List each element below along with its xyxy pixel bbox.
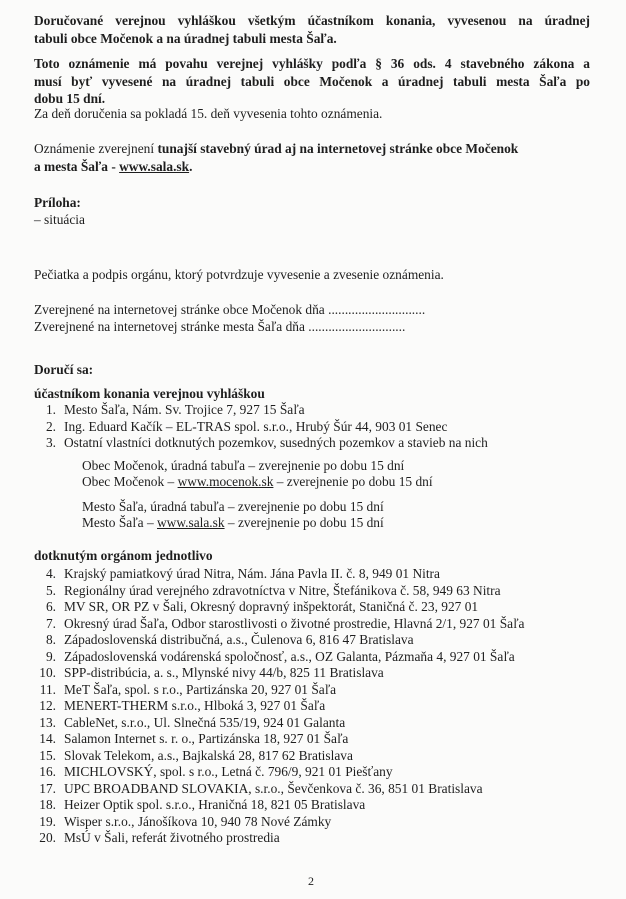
published-sala: Zverejnené na internetovej stránke mesta Šaľa dňa ............................. xyxy=(34,319,406,334)
publish-note-line2-prefix: a mesta Šaľa - xyxy=(34,159,120,174)
attachment-item: – situácia xyxy=(34,212,85,227)
list-item: 8. Západoslovenská distribučná, a.s., Čulenova 6, 816 47 Bratislava xyxy=(45,632,414,647)
publish-note-line-1 xyxy=(34,141,590,157)
publish-note-line2-suffix: . xyxy=(189,159,193,174)
published-mocenok: Zverejnené na internetovej stránke obce Močenok dňa ............................. xyxy=(34,302,426,317)
mocenok-web-link[interactable]: www.mocenok.sk xyxy=(177,474,274,489)
list-item: 18. Heizer Optik spol. s.r.o., Hraničná 18, 821 05 Bratislava xyxy=(39,797,366,812)
delivery-day-note: Za deň doručenia sa pokladá 15. deň vyvesenia tohto oznámenia. xyxy=(34,106,383,121)
sala-board-line: Mesto Šaľa, úradná tabuľa – zverejnenie po dobu 15 dní xyxy=(82,499,384,514)
list-item: 13. CableNet, s.r.o., Ul. Slnečná 535/19, 924 01 Galanta xyxy=(39,715,346,730)
publish-note-line-2 xyxy=(34,159,192,175)
list-item: 9. Západoslovenská vodárenská spoločnosť, a.s., OZ Galanta, Pázmaňa 4, 927 01 Šaľa xyxy=(45,649,515,664)
mocenok-board-line: Obec Močenok, úradná tabuľa – zverejnenie po dobu 15 dní xyxy=(82,458,405,473)
participants-heading: účastníkom konania verejnou vyhláškou xyxy=(34,386,265,401)
intro-line-1: Doručované verejnou vyhláškou všetkým účastníkom konania, vyvesenou na úradnej xyxy=(34,13,590,28)
page-number: 2 xyxy=(308,874,314,888)
notice-line-3: dobu 15 dní. xyxy=(34,91,106,106)
list-item: 2. Ing. Eduard Kačík – EL-TRAS spol. s.r.o., Hrubý Šúr 44, 903 01 Senec xyxy=(45,419,448,434)
mocenok-web-line: Obec Močenok – www.mocenok.sk – zverejnenie po dobu 15 dní xyxy=(82,474,433,489)
sala-web-link[interactable]: www.sala.sk xyxy=(119,159,190,174)
list-item: 20. MsÚ v Šali, referát životného prostredia xyxy=(39,830,280,845)
notice-line-1: Toto oznámenie má povahu verejnej vyhlášky podľa § 36 ods. 4 stavebného zákona a xyxy=(34,56,590,71)
list-item: 12. MENERT-THERM s.r.o., Hlboká 3, 927 01 Šaľa xyxy=(39,698,326,713)
list-item: 19. Wisper s.r.o., Jánošíkova 10, 940 78 Nové Zámky xyxy=(39,814,332,829)
list-item: 17. UPC BROADBAND SLOVAKIA, s.r.o., Ševčenkova č. 36, 851 01 Bratislava xyxy=(39,781,483,796)
notice-line-2: musí byť vyvesené na úradnej tabuli obce Močenok a úradnej tabuli mesta Šaľa po xyxy=(34,74,590,89)
list-item: 4. Krajský pamiatkový úrad Nitra, Nám. Jána Pavla II. č. 8, 949 01 Nitra xyxy=(45,566,440,581)
list-item: 14. Salamon Internet s. r. o., Partizánska 18, 927 01 Šaľa xyxy=(39,731,349,746)
list-item: 7. Okresný úrad Šaľa, Odbor starostlivosti o životné prostredie, Hlavná 2/1, 927 01 Šaľa xyxy=(45,616,525,631)
organs-heading: dotknutým orgánom jednotlivo xyxy=(34,548,213,563)
delivery-heading: Doručí sa: xyxy=(34,362,94,377)
list-item: 11. MeT Šaľa, spol. s r.o., Partizánska 20, 927 01 Šaľa xyxy=(39,682,337,697)
intro-line-2: tabuli obce Močenok a na úradnej tabuli mesta Šaľa. xyxy=(34,31,337,46)
list-item: 5. Regionálny úrad verejného zdravotníctva v Nitre, Štefánikova č. 58, 949 63 Nitra xyxy=(45,583,501,598)
sala-web-line: Mesto Šaľa – www.sala.sk – zverejnenie po dobu 15 dní xyxy=(82,515,384,530)
list-item: 15. Slovak Telekom, a.s., Bajkalská 28, 817 62 Bratislava xyxy=(39,748,353,763)
publish-note-bold: tunajší stavebný úrad aj na internetovej stránke obce Močenok xyxy=(157,141,519,156)
publish-note-prefix: Oznámenie zverejnení xyxy=(34,141,158,156)
list-item: 16. MICHLOVSKÝ, spol. s r.o., Letná č. 796/9, 921 01 Piešťany xyxy=(39,764,393,779)
sala-web-link-2[interactable]: www.sala.sk xyxy=(157,515,225,530)
list-item: 1. Mesto Šaľa, Nám. Sv. Trojice 7, 927 15 Šaľa xyxy=(45,402,305,417)
list-item: 3. Ostatní vlastníci dotknutých pozemkov, susedných pozemkov a stavieb na nich xyxy=(45,435,488,450)
attachment-heading: Príloha: xyxy=(34,195,81,210)
list-item: 10. SPP-distribúcia, a. s., Mlynské nivy 44/b, 825 11 Bratislava xyxy=(39,665,384,680)
list-item: 6. MV SR, OR PZ v Šali, Okresný dopravný inšpektorát, Staničná č. 23, 927 01 xyxy=(45,599,479,614)
stamp-note: Pečiatka a podpis orgánu, ktorý potvrdzuje vyvesenie a zvesenie oznámenia. xyxy=(34,267,444,282)
